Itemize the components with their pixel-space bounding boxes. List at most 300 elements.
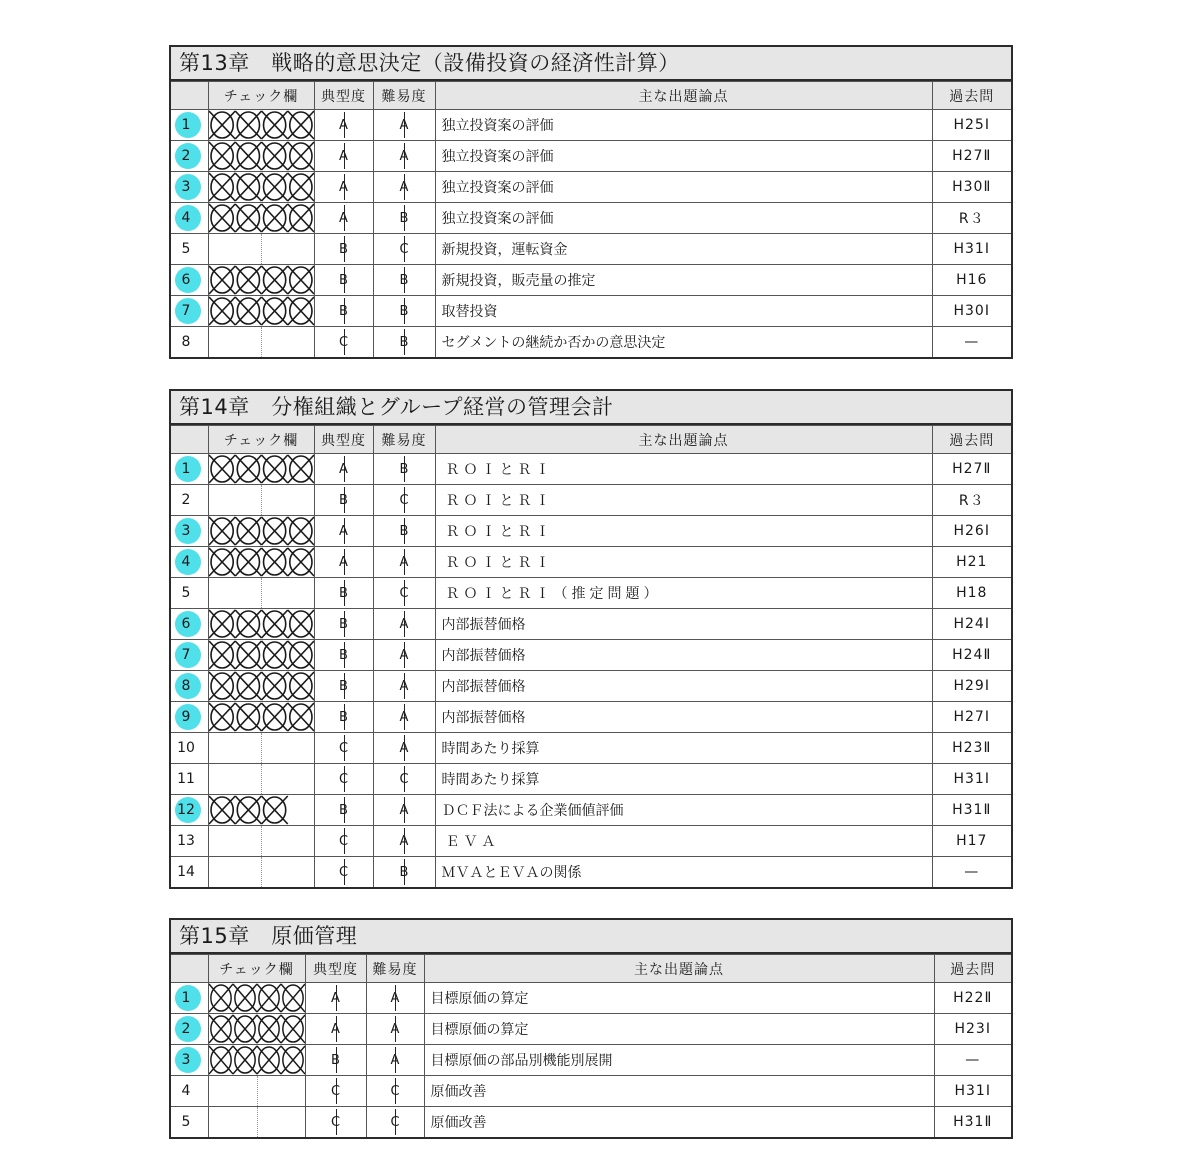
past-exam-cell: — xyxy=(934,1045,1011,1076)
typical-grade: C xyxy=(338,771,349,787)
tick-line xyxy=(344,112,345,138)
difficulty-grade: A xyxy=(399,740,409,756)
row-number: 2 xyxy=(181,492,191,508)
check-mark-icon xyxy=(261,142,287,170)
check-cell[interactable] xyxy=(208,296,314,327)
check-mark-icon xyxy=(235,111,261,139)
row-number: 4 xyxy=(181,210,191,226)
check-mark-icon xyxy=(235,455,261,483)
typical-grade: A xyxy=(339,210,348,226)
check-cell[interactable] xyxy=(208,1076,305,1107)
topic-cell: 内部振替価格 xyxy=(435,609,932,640)
row-number: 8 xyxy=(181,334,191,351)
typical-cell xyxy=(314,327,373,358)
typical-cell xyxy=(314,516,373,547)
past-exam-cell: H18 xyxy=(932,578,1011,609)
typical-cell xyxy=(314,578,373,609)
topic-cell: ＲＯＩとＲＩ xyxy=(435,454,932,485)
check-cell[interactable] xyxy=(208,578,314,609)
row-number-cell xyxy=(171,454,208,485)
row-number-cell xyxy=(171,485,208,516)
row-number-cell xyxy=(171,857,208,888)
difficulty-grade: A xyxy=(399,148,409,164)
row-number-cell xyxy=(171,1076,208,1107)
check-header: チェック欄 xyxy=(208,426,314,454)
difficulty-grade: A xyxy=(399,179,409,195)
handwritten-check-marks xyxy=(209,983,305,1013)
check-mark-icon xyxy=(257,1046,281,1074)
row-number: 6 xyxy=(181,272,191,288)
past-exam-cell: — xyxy=(932,327,1011,358)
check-cell[interactable] xyxy=(208,110,314,141)
typical-grade: A xyxy=(339,461,348,477)
check-mark-icon xyxy=(209,984,233,1012)
typical-grade: A xyxy=(339,117,348,133)
difficulty-cell xyxy=(373,702,435,733)
typical-cell xyxy=(305,1045,366,1076)
table-row xyxy=(171,234,1011,265)
tick-line xyxy=(336,1078,337,1104)
topic-cell: 目標原価の算定 xyxy=(424,983,934,1014)
past-exam-cell: H21 xyxy=(932,547,1011,578)
tick-line xyxy=(404,859,405,885)
difficulty-cell xyxy=(373,203,435,234)
check-mark-icon xyxy=(257,984,281,1012)
check-cell[interactable] xyxy=(208,1045,305,1076)
difficulty-grade: B xyxy=(399,334,409,350)
past-exam-cell: H30Ⅱ xyxy=(932,172,1011,203)
tick-line xyxy=(344,828,345,854)
tick-line xyxy=(404,704,405,730)
tick-line xyxy=(344,611,345,637)
tick-line xyxy=(395,985,396,1011)
handwritten-check-marks xyxy=(209,265,314,295)
tick-line xyxy=(404,735,405,761)
typical-cell xyxy=(314,857,373,888)
past-exam-cell: H31Ⅰ xyxy=(934,1076,1011,1107)
check-mark-icon xyxy=(287,517,313,545)
difficulty-grade: B xyxy=(399,523,409,539)
typical-header: 典型度 xyxy=(314,82,373,110)
check-cell[interactable] xyxy=(208,234,314,265)
typical-grade: B xyxy=(339,492,348,508)
check-mark-icon xyxy=(261,517,287,545)
difficulty-cell xyxy=(373,826,435,857)
tick-line xyxy=(404,611,405,637)
past-exam-cell: H27Ⅱ xyxy=(932,454,1011,485)
check-mark-icon xyxy=(261,204,287,232)
table-row xyxy=(171,110,1011,141)
row-number: 11 xyxy=(177,771,195,787)
row-number: 13 xyxy=(177,833,195,849)
table-row xyxy=(171,141,1011,172)
past-exam-cell: H24Ⅱ xyxy=(932,640,1011,671)
past-exam-cell: R３ xyxy=(932,485,1011,516)
past-exam-cell: H23Ⅱ xyxy=(932,733,1011,764)
difficulty-grade: B xyxy=(399,461,409,477)
handwritten-check-marks xyxy=(209,671,314,701)
row-number: 12 xyxy=(177,802,195,818)
check-mark-icon xyxy=(287,266,313,294)
difficulty-grade: A xyxy=(399,647,409,663)
typical-grade: C xyxy=(338,740,349,756)
topic-cell: 独立投資案の評価 xyxy=(435,172,932,203)
tick-line xyxy=(404,580,405,606)
chapter-title: 第13章 戦略的意思決定（設備投資の経済性計算） xyxy=(171,47,1011,81)
tick-line xyxy=(404,174,405,200)
tick-line xyxy=(404,329,405,355)
topic-cell: ＲＯＩとＲＩ（推定問題） xyxy=(435,578,932,609)
difficulty-cell xyxy=(373,110,435,141)
past-exam-cell: H17 xyxy=(932,826,1011,857)
check-mark-icon xyxy=(287,111,313,139)
row-number-cell xyxy=(171,1107,208,1138)
tick-line xyxy=(404,267,405,293)
tick-line xyxy=(344,549,345,575)
past-exam-cell: H31Ⅰ xyxy=(932,764,1011,795)
typical-grade: B xyxy=(339,709,348,725)
difficulty-cell xyxy=(373,671,435,702)
check-mark-icon xyxy=(287,703,313,731)
past-exam-cell: R３ xyxy=(932,203,1011,234)
table-row xyxy=(171,983,1011,1014)
row-number: 5 xyxy=(181,585,191,601)
check-mark-icon xyxy=(261,297,287,325)
past-header: 過去問 xyxy=(934,955,1011,983)
row-number: 8 xyxy=(181,678,191,694)
check-cell[interactable] xyxy=(208,857,314,888)
typical-grade: B xyxy=(339,647,348,663)
difficulty-cell xyxy=(373,795,435,826)
check-mark-icon xyxy=(235,703,261,731)
difficulty-cell xyxy=(373,516,435,547)
typical-cell xyxy=(314,826,373,857)
typical-grade: A xyxy=(331,1021,340,1037)
chapter-13-table xyxy=(169,45,1013,359)
topic-cell: セグメントの継続か否かの意思決定 xyxy=(435,327,932,358)
difficulty-cell xyxy=(373,327,435,358)
check-cell[interactable] xyxy=(208,203,314,234)
row-number-cell xyxy=(171,640,208,671)
check-mark-icon xyxy=(235,204,261,232)
check-cell[interactable] xyxy=(208,485,314,516)
past-exam-cell: H24Ⅰ xyxy=(932,609,1011,640)
past-exam-cell: H16 xyxy=(932,265,1011,296)
difficulty-grade: C xyxy=(399,585,409,601)
tick-line xyxy=(395,1047,396,1073)
check-mark-icon xyxy=(235,610,261,638)
difficulty-cell xyxy=(373,141,435,172)
difficulty-cell xyxy=(373,764,435,795)
check-mark-icon xyxy=(233,1015,257,1043)
difficulty-cell xyxy=(366,983,424,1014)
check-cell[interactable] xyxy=(208,733,314,764)
table-row xyxy=(171,671,1011,702)
tick-line xyxy=(344,704,345,730)
table-row xyxy=(171,1014,1011,1045)
tick-line xyxy=(404,236,405,262)
no-header xyxy=(171,955,208,983)
difficulty-cell xyxy=(373,857,435,888)
no-header xyxy=(171,82,208,110)
table-row xyxy=(171,826,1011,857)
row-number: 1 xyxy=(181,990,191,1006)
check-mark-icon xyxy=(261,111,287,139)
difficulty-cell xyxy=(373,547,435,578)
difficulty-grade: A xyxy=(399,616,409,632)
typical-grade: B xyxy=(339,241,348,257)
handwritten-check-marks xyxy=(209,172,314,202)
check-cell[interactable] xyxy=(208,983,305,1014)
check-mark-icon xyxy=(235,266,261,294)
difficulty-grade: C xyxy=(399,492,409,508)
table-row xyxy=(171,764,1011,795)
tick-line xyxy=(344,580,345,606)
check-cell[interactable] xyxy=(208,327,314,358)
past-exam-cell: H26Ⅰ xyxy=(932,516,1011,547)
difficulty-grade: B xyxy=(399,864,409,880)
difficulty-grade: B xyxy=(399,272,409,288)
typical-cell xyxy=(314,795,373,826)
check-cell[interactable] xyxy=(208,265,314,296)
handwritten-check-marks xyxy=(209,1045,305,1075)
difficulty-grade: A xyxy=(390,1021,400,1037)
difficulty-grade: B xyxy=(399,210,409,226)
typical-cell xyxy=(305,1107,366,1138)
topic-cell: ＤＣＦ法による企業価値評価 xyxy=(435,795,932,826)
check-mark-icon xyxy=(261,455,287,483)
check-mark-icon xyxy=(287,204,313,232)
topic-cell: 内部振替価格 xyxy=(435,702,932,733)
topic-table xyxy=(171,954,1011,1137)
tick-line xyxy=(344,456,345,482)
check-cell[interactable] xyxy=(208,671,314,702)
check-mark-icon xyxy=(235,173,261,201)
past-exam-cell: — xyxy=(932,857,1011,888)
past-exam-cell: H31Ⅱ xyxy=(934,1107,1011,1138)
check-mark-icon xyxy=(287,548,313,576)
typical-grade: B xyxy=(331,1052,340,1068)
typical-cell xyxy=(314,234,373,265)
row-number: 5 xyxy=(181,1114,191,1131)
difficulty-header: 難易度 xyxy=(373,426,435,454)
row-number: 10 xyxy=(177,740,195,756)
typical-cell xyxy=(305,1076,366,1107)
typical-grade: B xyxy=(339,802,348,818)
handwritten-check-marks xyxy=(209,203,314,233)
tick-line xyxy=(344,642,345,668)
difficulty-grade: A xyxy=(390,1052,400,1068)
difficulty-cell xyxy=(373,640,435,671)
tick-line xyxy=(344,174,345,200)
tick-line xyxy=(344,298,345,324)
typical-grade: A xyxy=(339,148,348,164)
check-mark-icon xyxy=(287,142,313,170)
header-row xyxy=(171,955,1011,983)
check-cell[interactable] xyxy=(208,826,314,857)
table-row xyxy=(171,702,1011,733)
topic-cell: 新規投資，運転資金 xyxy=(435,234,932,265)
typical-cell xyxy=(314,485,373,516)
past-header: 過去問 xyxy=(932,426,1011,454)
check-cell[interactable] xyxy=(208,795,314,826)
difficulty-cell xyxy=(373,485,435,516)
difficulty-cell xyxy=(366,1014,424,1045)
row-number: 7 xyxy=(181,647,191,663)
topic-cell: ＲＯＩとＲＩ xyxy=(435,547,932,578)
row-number-cell xyxy=(171,327,208,358)
tick-line xyxy=(344,766,345,792)
difficulty-grade: C xyxy=(390,1114,400,1130)
past-exam-cell: H22Ⅱ xyxy=(934,983,1011,1014)
past-exam-cell: H31Ⅰ xyxy=(932,234,1011,265)
tick-line xyxy=(344,205,345,231)
row-number: 4 xyxy=(181,554,191,570)
difficulty-cell xyxy=(366,1045,424,1076)
typical-cell xyxy=(314,640,373,671)
topic-cell: 独立投資案の評価 xyxy=(435,203,932,234)
check-mark-icon xyxy=(209,173,235,201)
check-cell[interactable] xyxy=(208,764,314,795)
check-cell[interactable] xyxy=(208,547,314,578)
typical-cell xyxy=(305,983,366,1014)
past-exam-cell: H25Ⅰ xyxy=(932,110,1011,141)
handwritten-check-marks xyxy=(209,1014,305,1044)
handwritten-check-marks xyxy=(209,110,314,140)
check-cell[interactable] xyxy=(208,609,314,640)
row-number: 6 xyxy=(181,616,191,632)
check-mark-icon xyxy=(235,517,261,545)
tick-line xyxy=(344,518,345,544)
check-mark-icon xyxy=(281,984,305,1012)
check-mark-icon xyxy=(281,1046,305,1074)
typical-grade: C xyxy=(338,334,349,350)
past-exam-cell: H29Ⅰ xyxy=(932,671,1011,702)
topic-table xyxy=(171,425,1011,887)
row-number: 5 xyxy=(181,241,191,257)
chapter-title: 第15章 原価管理 xyxy=(171,920,1011,954)
tick-line xyxy=(336,985,337,1011)
past-exam-cell: H27Ⅱ xyxy=(932,141,1011,172)
table-row xyxy=(171,640,1011,671)
topic-cell: 目標原価の算定 xyxy=(424,1014,934,1045)
check-mark-icon xyxy=(261,548,287,576)
check-cell[interactable] xyxy=(208,172,314,203)
row-number-cell xyxy=(171,265,208,296)
typical-cell xyxy=(314,110,373,141)
topic-header: 主な出題論点 xyxy=(424,955,934,983)
topic-header: 主な出題論点 xyxy=(435,82,932,110)
tick-line xyxy=(344,735,345,761)
typical-header: 典型度 xyxy=(314,426,373,454)
check-cell[interactable] xyxy=(208,702,314,733)
check-mark-icon xyxy=(287,641,313,669)
tick-line xyxy=(395,1109,396,1135)
typical-grade: B xyxy=(339,272,348,288)
table-row xyxy=(171,203,1011,234)
check-mark-icon xyxy=(235,142,261,170)
row-number: 1 xyxy=(181,117,191,133)
handwritten-check-marks xyxy=(209,702,314,732)
typical-grade: A xyxy=(331,990,340,1006)
typical-grade: B xyxy=(339,303,348,319)
check-mark-icon xyxy=(209,204,235,232)
topic-cell: 時間あたり採算 xyxy=(435,733,932,764)
difficulty-cell xyxy=(366,1107,424,1138)
chapter-title: 第14章 分権組織とグループ経営の管理会計 xyxy=(171,391,1011,425)
check-mark-icon xyxy=(209,641,235,669)
tick-line xyxy=(404,205,405,231)
difficulty-grade: C xyxy=(390,1083,400,1099)
table-row xyxy=(171,1107,1011,1138)
row-number-cell xyxy=(171,203,208,234)
typical-cell xyxy=(314,141,373,172)
check-mark-icon xyxy=(233,1046,257,1074)
topic-cell: 原価改善 xyxy=(424,1076,934,1107)
check-mark-icon xyxy=(209,796,235,824)
check-cell[interactable] xyxy=(208,640,314,671)
check-cell[interactable] xyxy=(208,1107,305,1138)
tick-line xyxy=(395,1078,396,1104)
tick-line xyxy=(404,642,405,668)
past-exam-cell: H23Ⅰ xyxy=(934,1014,1011,1045)
table-row xyxy=(171,795,1011,826)
table-row xyxy=(171,516,1011,547)
tick-line xyxy=(404,298,405,324)
topic-cell: 目標原価の部品別機能別展開 xyxy=(424,1045,934,1076)
check-cell[interactable] xyxy=(208,141,314,172)
row-number: 7 xyxy=(181,303,191,319)
check-mark-icon xyxy=(209,297,235,325)
table-row xyxy=(171,1076,1011,1107)
row-number: 3 xyxy=(181,523,191,539)
typical-cell xyxy=(305,1014,366,1045)
header-row xyxy=(171,82,1011,110)
check-mark-icon xyxy=(261,641,287,669)
tick-line xyxy=(404,549,405,575)
handwritten-check-marks xyxy=(209,609,314,639)
check-cell[interactable] xyxy=(208,516,314,547)
row-number: 4 xyxy=(181,1083,191,1099)
tick-line xyxy=(336,1109,337,1135)
difficulty-grade: C xyxy=(399,241,409,257)
row-number-cell xyxy=(171,516,208,547)
row-number: 3 xyxy=(181,1052,191,1068)
tick-line xyxy=(336,1016,337,1042)
tick-line xyxy=(336,1047,337,1073)
typical-cell xyxy=(314,203,373,234)
typical-cell xyxy=(314,609,373,640)
chapter-14-table xyxy=(169,389,1013,889)
check-mark-icon xyxy=(287,610,313,638)
check-cell[interactable] xyxy=(208,454,314,485)
table-row xyxy=(171,296,1011,327)
check-mark-icon xyxy=(233,984,257,1012)
check-cell[interactable] xyxy=(208,1014,305,1045)
check-mark-icon xyxy=(209,610,235,638)
check-mark-icon xyxy=(209,703,235,731)
difficulty-grade: B xyxy=(399,303,409,319)
difficulty-grade: A xyxy=(399,802,409,818)
tick-line xyxy=(404,112,405,138)
difficulty-grade: A xyxy=(399,117,409,133)
table-row xyxy=(171,172,1011,203)
difficulty-grade: A xyxy=(399,833,409,849)
difficulty-cell xyxy=(373,265,435,296)
tick-line xyxy=(404,828,405,854)
row-number: 9 xyxy=(181,709,191,725)
topic-cell: 時間あたり採算 xyxy=(435,764,932,795)
